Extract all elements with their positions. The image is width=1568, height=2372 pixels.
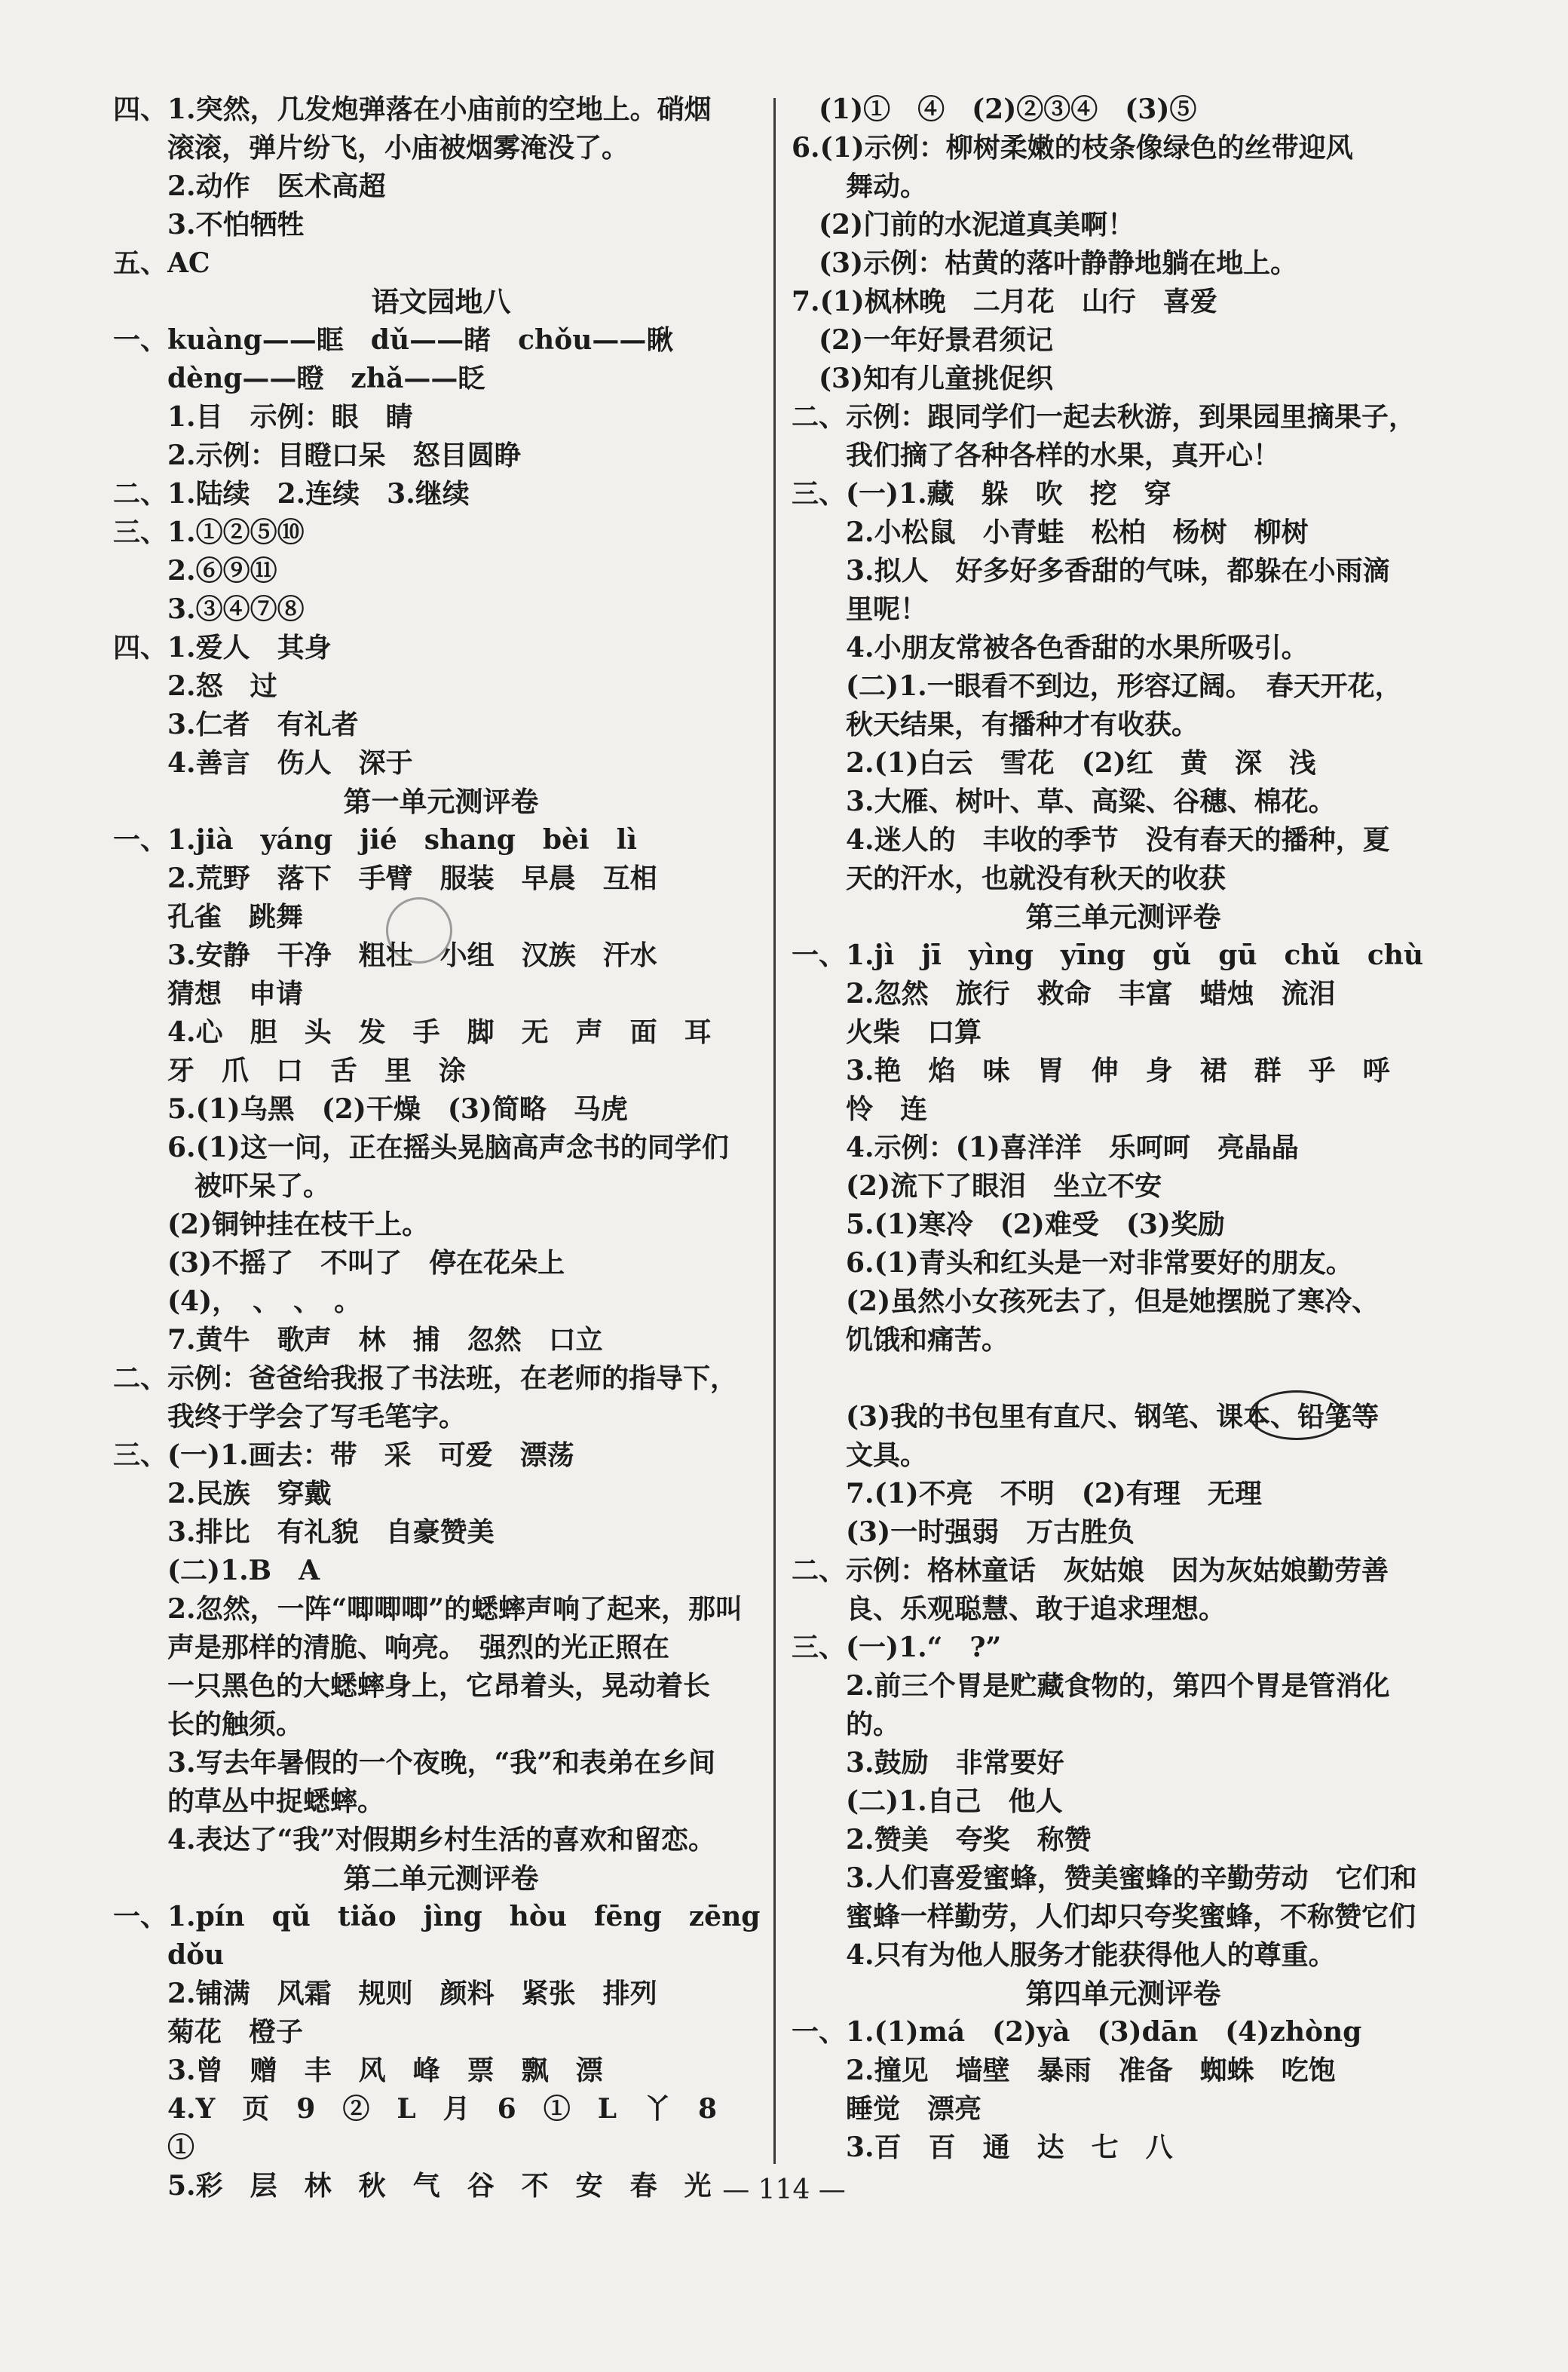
left-column (113, 90, 769, 2205)
answer-line: (3)知有儿童挑促织 (792, 363, 1054, 394)
answer-line: (二)1.B A (113, 1555, 320, 1586)
answer-line: 2.民族 穿戴 (113, 1478, 332, 1509)
answer-line: 五、AC (113, 247, 210, 279)
answer-line: 5.(1)寒冷 (2)难受 (3)奖励 (792, 1209, 1225, 1240)
section-heading: 第一单元测评卷 (343, 786, 539, 818)
answer-line: 长的触须。 (113, 1709, 304, 1740)
answer-line: 3.拟人 好多好多香甜的气味，都躲在小雨滴 (792, 555, 1390, 587)
answer-line: 菊花 橙子 (113, 2016, 304, 2048)
answer-line: 我终于学会了写毛笔字。 (113, 1401, 467, 1433)
answer-line: 3.艳 焰 味 胃 伸 身 裙 群 乎 呼 (792, 1055, 1390, 1086)
answer-line: 秋天结果，有播种才有收获。 (792, 709, 1199, 740)
answer-line: 的草丛中捉蟋蟀。 (113, 1785, 385, 1817)
answer-line: (二)1.一眼看不到边，形容辽阔。 春天开花， (792, 670, 1402, 702)
answer-line: 6.(1)示例：柳树柔嫩的枝条像绿色的丝带迎风 (792, 132, 1353, 164)
column-divider (773, 98, 776, 2164)
answer-line: 天的汗水，也就没有秋天的收获 (792, 863, 1227, 894)
answer-line: 饥饿和痛苦。 (792, 1324, 1009, 1356)
answer-line: 滚滚，弹片纷飞，小庙被烟雾淹没了。 (113, 132, 629, 164)
answer-line: 4.只有为他人服务才能获得他人的尊重。 (792, 1939, 1336, 1971)
answer-line: 四、1.爱人 其身 (113, 632, 332, 663)
answer-line: (2)虽然小女孩死去了，但是她摆脱了寒冷、 (792, 1286, 1380, 1317)
circled-word-mark (1249, 1390, 1344, 1440)
answer-line: 4.示例：(1)喜洋洋 乐呵呵 亮晶晶 (792, 1132, 1299, 1163)
answer-line: 文具。 (792, 1439, 928, 1471)
answer-line: 一、kuàng——眶 dǔ——睹 chǒu——瞅 (113, 324, 674, 356)
answer-line: 一只黑色的大蟋蟀身上，它昂着头，晃动着长 (113, 1670, 711, 1702)
answer-line: 二、示例：格林童话 灰姑娘 因为灰姑娘勤劳善 (792, 1555, 1389, 1586)
answer-line: 2.⑥⑨⑪ (113, 555, 277, 587)
answer-line: 2.前三个胃是贮藏食物的，第四个胃是管消化 (792, 1670, 1390, 1702)
answer-line: 3.排比 有礼貌 自豪赞美 (113, 1516, 495, 1548)
section-heading: 第四单元测评卷 (1025, 1978, 1221, 2010)
answer-line: 一、1.(1)má (2)yà (3)dān (4)zhòng (792, 2016, 1362, 2048)
answer-line: 4.善言 伤人 深于 (113, 747, 413, 779)
answer-line: (3)我的书包里有直尺、钢笔、课本、铅笔等 (792, 1401, 1380, 1433)
answer-line: 2.动作 医术高超 (113, 170, 386, 202)
answer-line: 舞动。 (792, 170, 928, 202)
answer-line: (2)铜钟挂在枝干上。 (113, 1209, 430, 1240)
answer-line: 7.黄牛 歌声 林 捕 忽然 口立 (113, 1324, 603, 1356)
answer-line: 的。 (792, 1709, 901, 1740)
answer-line: 5.彩 层 林 秋 气 谷 不 安 春 光 (113, 2170, 712, 2202)
answer-line: 二、示例：爸爸给我报了书法班，在老师的指导下， (113, 1362, 738, 1394)
answer-line: 2.忽然 旅行 救命 丰富 蜡烛 流泪 (792, 978, 1336, 1010)
answer-line: 2.赞美 夸奖 称赞 (792, 1824, 1092, 1856)
answer-line: 猜想 申请 (113, 978, 304, 1010)
answer-line: 二、1.陆续 2.连续 3.继续 (113, 478, 470, 510)
answer-line: 3.曾 赠 丰 风 峰 票 飘 漂 (113, 2055, 603, 2086)
answer-line: 2.小松鼠 小青蛙 松柏 杨树 柳树 (792, 516, 1309, 548)
answer-line: 3.写去年暑假的一个夜晚，“我”和表弟在乡间 (113, 1747, 715, 1779)
stamp-mark (386, 897, 452, 964)
answer-line: 火柴 口算 (792, 1016, 982, 1048)
answer-line: 二、示例：跟同学们一起去秋游，到果园里摘果子， (792, 401, 1416, 433)
section-heading: 第三单元测评卷 (1025, 901, 1221, 933)
answer-line: 2.怒 过 (113, 670, 277, 702)
answer-line: (3)不摇了 不叫了 停在花朵上 (113, 1247, 565, 1279)
answer-line: 4.表达了“我”对假期乡村生活的喜欢和留恋。 (113, 1824, 715, 1856)
answer-line: (3)示例：枯黄的落叶静静地躺在地上。 (792, 247, 1298, 279)
answer-line: (2)门前的水泥道真美啊！ (792, 209, 1135, 241)
answer-line: 声是那样的清脆、响亮。 强烈的光正照在 (113, 1632, 670, 1663)
answer-line: 2.铺满 风霜 规则 颜料 紧张 排列 (113, 1978, 657, 2009)
answer-line: 良、乐观聪慧、敢于追求理想。 (792, 1593, 1227, 1625)
answer-line: 2.荒野 落下 手臂 服装 早晨 互相 (113, 863, 657, 894)
answer-line: 3.不怕牺牲 (113, 209, 305, 241)
answer-line: 4.Y 页 9 ② L 月 6 ① L 丫 8 (113, 2093, 718, 2125)
answer-line: 被吓呆了。 (113, 1170, 331, 1202)
answer-line: 一、1.pín qǔ tiǎo jìng hòu fēng zēng (113, 1901, 761, 1932)
answer-line: 3.仁者 有礼者 (113, 709, 359, 740)
answer-line: 3.安静 干净 粗壮 小组 汉族 汗水 (113, 939, 657, 971)
answer-line: 我们摘了各种各样的水果，真开心！ (792, 440, 1281, 471)
right-column (792, 90, 1455, 2167)
answer-line: 里呢！ (792, 593, 928, 625)
answer-line: (2)一年好景君须记 (792, 324, 1054, 356)
answer-line: 3.大雁、树叶、草、高粱、谷穗、棉花。 (792, 786, 1336, 817)
answer-line (792, 1359, 1455, 1398)
answer-line: (二)1.自己 他人 (792, 1785, 1063, 1817)
answer-line: dǒu (113, 1939, 225, 1971)
answer-line: 四、1.突然，几发炮弹落在小庙前的空地上。硝烟 (113, 93, 712, 125)
answer-line: (1)① ④ (2)②③④ (3)⑤ (792, 93, 1197, 125)
answer-line: 孔雀 跳舞 (113, 901, 304, 933)
answer-line: (2)流下了眼泪 坐立不安 (792, 1170, 1162, 1202)
answer-line: 2.示例：目瞪口呆 怒目圆睁 (113, 440, 522, 471)
page-number: — 114 — (722, 2174, 846, 2205)
answer-line: 4.迷人的 丰收的季节 没有春天的播种，夏 (792, 824, 1390, 856)
answer-line: 2.撞见 墙壁 暴雨 准备 蜘蛛 吃饱 (792, 2055, 1336, 2086)
answer-line: 3.③④⑦⑧ (113, 593, 305, 625)
answer-line: 4.小朋友常被各色香甜的水果所吸引。 (792, 632, 1309, 663)
answer-line: 3.鼓励 非常要好 (792, 1747, 1064, 1779)
answer-line: 一、1.jià yáng jié shang bèi lì (113, 824, 638, 856)
answer-line: 3.人们喜爱蜜蜂，赞美蜜蜂的辛勤劳动 它们和 (792, 1862, 1417, 1894)
answer-line: 三、1.①②⑤⑩ (113, 516, 305, 548)
answer-line: 牙 爪 口 舌 里 涂 (113, 1055, 467, 1086)
answer-line: 3.百 百 通 达 七 八 (792, 2131, 1173, 2163)
answer-line: ① (113, 2131, 195, 2163)
answer-line: 6.(1)这一问，正在摇头晃脑高声念书的同学们 (113, 1132, 729, 1163)
answer-line: 4.心 胆 头 发 手 脚 无 声 面 耳 (113, 1016, 712, 1048)
answer-line: 7.(1)枫林晚 二月花 山行 喜爱 (792, 286, 1217, 317)
section-heading: 语文园地八 (371, 286, 511, 318)
answer-line: 2.(1)白云 雪花 (2)红 黄 深 浅 (792, 747, 1316, 779)
answer-line: 2.忽然，一阵“唧唧唧”的蟋蟀声响了起来，那叫 (113, 1593, 743, 1625)
answer-line: (4)， 、 、 。 (113, 1286, 362, 1317)
answer-line: 7.(1)不亮 不明 (2)有理 无理 (792, 1478, 1262, 1509)
answer-line: 一、1.jì jī yìng yīng gǔ gū chǔ chù (792, 939, 1424, 971)
answer-line: (3)一时强弱 万古胜负 (792, 1516, 1135, 1548)
answer-line: 三、(一)1.藏 躲 吹 挖 穿 (792, 478, 1171, 510)
answer-line: 5.(1)乌黑 (2)干燥 (3)简略 马虎 (113, 1093, 628, 1125)
answer-line: dèng——瞪 zhǎ——眨 (113, 363, 485, 394)
answer-line: 睡觉 漂亮 (792, 2093, 982, 2125)
answer-line: 蜜蜂一样勤劳，人们却只夸奖蜜蜂，不称赞它们 (792, 1901, 1416, 1932)
answer-line: 1.目 示例：眼 睛 (113, 401, 413, 433)
answer-line: 三、(一)1.“ ?” (792, 1632, 1002, 1663)
answer-line: 怜 连 (792, 1093, 928, 1125)
answer-line: 三、(一)1.画去：带 采 可爱 漂荡 (113, 1439, 574, 1471)
answer-line: 6.(1)青头和红头是一对非常要好的朋友。 (792, 1247, 1353, 1279)
section-heading: 第二单元测评卷 (343, 1862, 539, 1895)
